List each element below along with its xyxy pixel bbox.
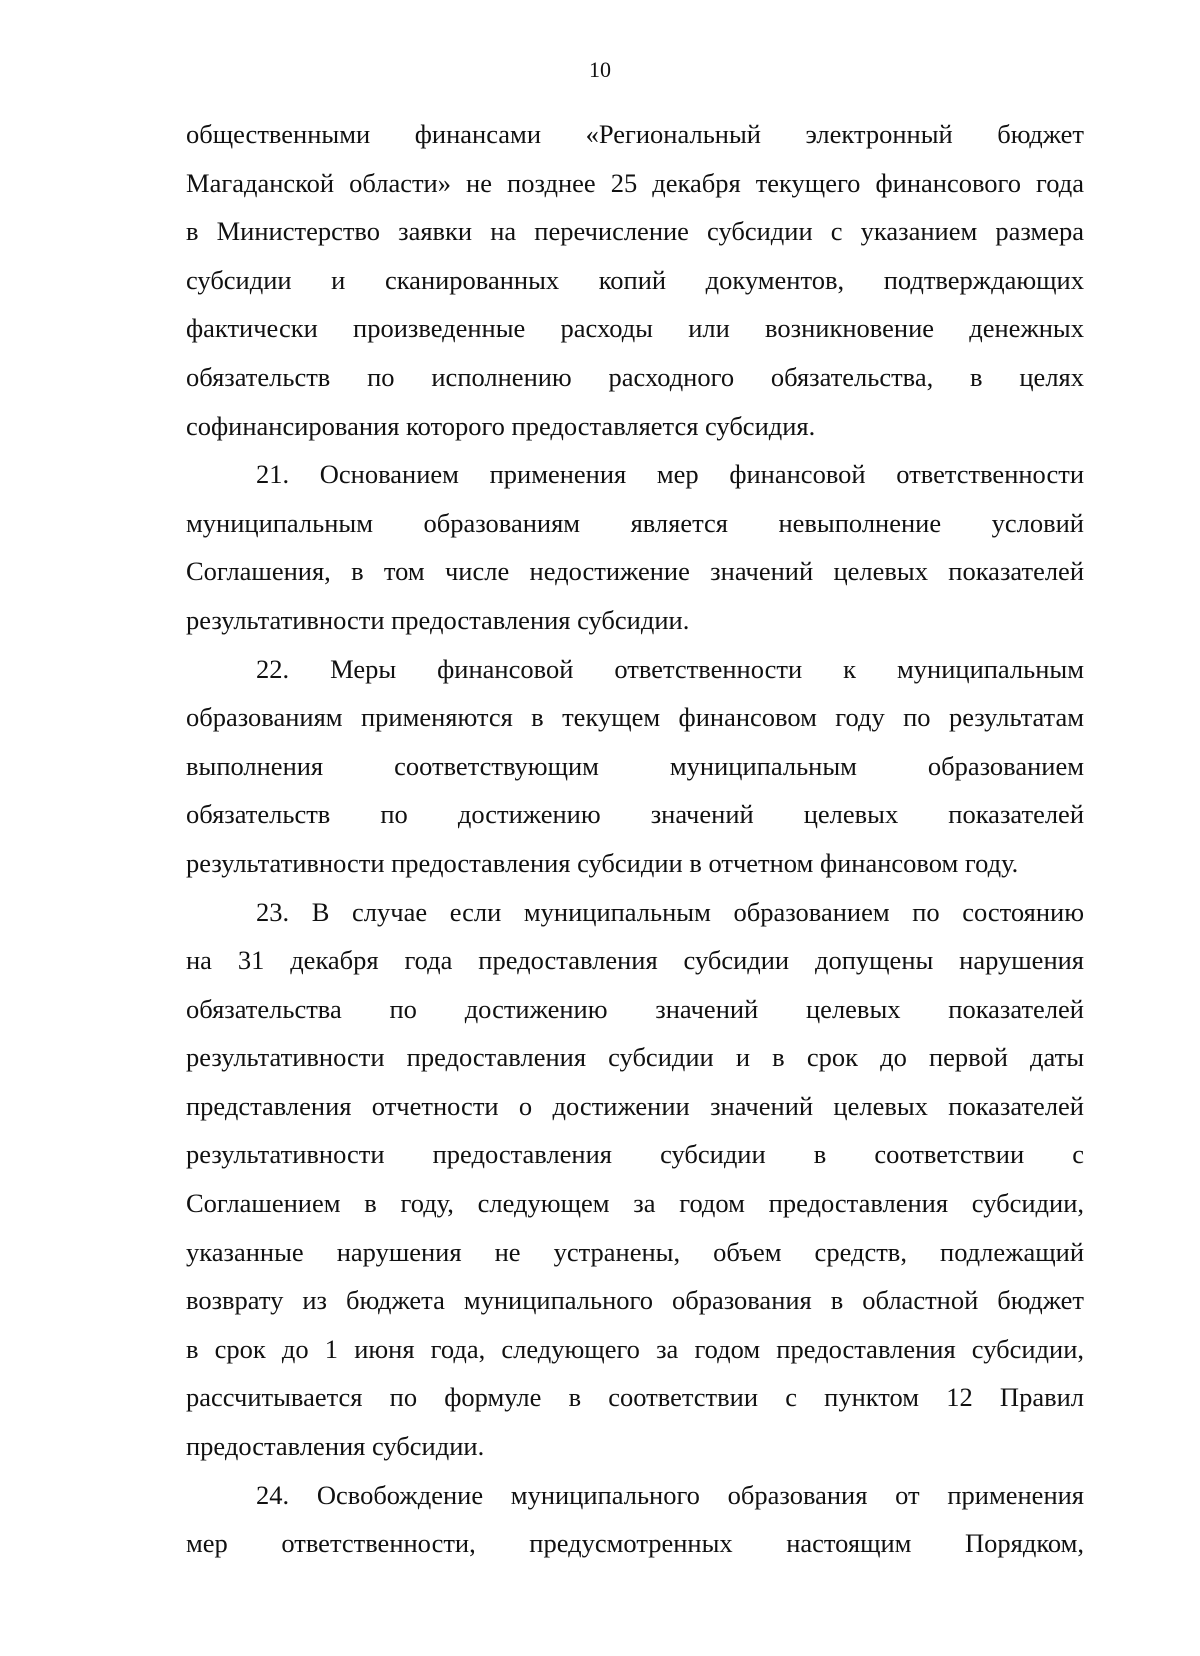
paragraph-21 bbox=[186, 450, 1084, 644]
text-line: обязательства по достижению значений целевых показателей bbox=[186, 993, 1084, 1024]
text-line: обязательств по исполнению расходного обязательства, в целях bbox=[186, 361, 1084, 392]
text-line: результативности предоставления субсидии в соответствии с bbox=[186, 1139, 1084, 1170]
text-line: 22. Меры финансовой ответственности к муниципальным bbox=[256, 653, 1084, 684]
text-line: на 31 декабря года предоставления субсидии допущены нарушения bbox=[186, 945, 1084, 976]
text-line: общественными финансами «Региональный электронный бюджет bbox=[186, 119, 1084, 149]
document-body bbox=[186, 110, 1084, 1568]
text-line: возврату из бюджета муниципального образования в областной бюджет bbox=[186, 1285, 1084, 1316]
text-line: обязательств по достижению значений целевых показателей bbox=[186, 799, 1084, 830]
text-line: предоставления субсидии. bbox=[186, 1431, 485, 1462]
text-line: мер ответственности, предусмотренных настоящим Порядком, bbox=[186, 1528, 1084, 1559]
text-line: Магаданской области» не позднее 25 декабря текущего финансового года bbox=[186, 167, 1084, 198]
page-number: 10 bbox=[589, 57, 611, 82]
text-line: муниципальным образованиям является невыполнение условий bbox=[186, 507, 1084, 538]
paragraph-23 bbox=[186, 888, 1084, 1471]
text-line: образованиям применяются в текущем финансовом году по результатам bbox=[186, 702, 1084, 733]
text-line: Соглашения, в том числе недостижение значений целевых показателей bbox=[186, 556, 1084, 587]
text-line: результативности предоставления субсидии и в срок до первой даты bbox=[186, 1042, 1084, 1073]
text-line: в срок до 1 июня года, следующего за годом предоставления субсидии, bbox=[186, 1333, 1084, 1364]
text-line: 21. Основанием применения мер финансовой ответственности bbox=[256, 459, 1084, 490]
text-line: результативности предоставления субсидии. bbox=[186, 604, 690, 635]
paragraph-continuation bbox=[186, 110, 1084, 450]
text-line: Соглашением в году, следующем за годом предоставления субсидии, bbox=[186, 1188, 1084, 1219]
paragraph-22 bbox=[186, 645, 1084, 888]
text-line: фактически произведенные расходы или возникновение денежных bbox=[186, 313, 1084, 344]
text-line: в Министерство заявки на перечисление субсидии с указанием размера bbox=[186, 216, 1084, 247]
text-line: выполнения соответствующим муниципальным образованием bbox=[186, 750, 1084, 781]
text-line: софинансирования которого предоставляется субсидия. bbox=[186, 410, 816, 441]
text-line: результативности предоставления субсидии в отчетном финансовом году. bbox=[186, 847, 1019, 878]
text-line: рассчитывается по формуле в соответствии с пунктом 12 Правил bbox=[186, 1382, 1084, 1413]
paragraph-24 bbox=[186, 1471, 1084, 1568]
text-line: представления отчетности о достижении значений целевых показателей bbox=[186, 1090, 1084, 1121]
text-line: субсидии и сканированных копий документов, подтверждающих bbox=[186, 264, 1084, 295]
text-line: 23. В случае если муниципальным образованием по состоянию bbox=[256, 896, 1084, 927]
text-line: 24. Освобождение муниципального образования от применения bbox=[256, 1479, 1084, 1510]
text-line: указанные нарушения не устранены, объем средств, подлежащий bbox=[186, 1236, 1084, 1267]
